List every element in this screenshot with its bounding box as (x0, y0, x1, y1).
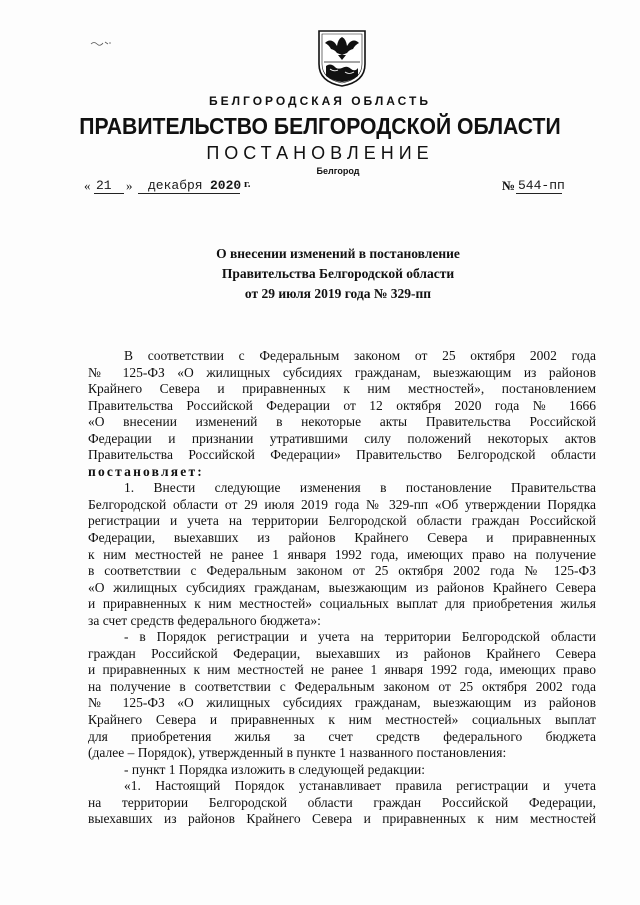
day-underline (94, 193, 124, 194)
body-line: выехавших из районов Крайнего Севера и приравненных к ним местностей (88, 811, 596, 827)
number-underline (516, 193, 562, 194)
document-number: 544-пп (518, 178, 565, 193)
body-line: и приравненных к ним местностей» социальных выплат для приобретения жилья (88, 596, 596, 612)
year-underline (208, 193, 240, 194)
body-line: 1. Внести следующие изменения в постановление Правительства (124, 480, 596, 496)
body-line: Федерации, выехавших из районов Крайнего Севера и приравненных (88, 530, 596, 546)
body-line: «О жилищных субсидиях гражданам, выезжающим из районов Крайнего Севера (88, 579, 596, 595)
body-line: Федерации и признании утратившими силу положений некоторых актов (88, 430, 596, 446)
body-line: Крайнего Севера и приравненных к ним местностей», постановлением (88, 381, 596, 397)
body-line: № 125-ФЗ «О жилищных субсидиях гражданам, выезжающим из районов (88, 364, 596, 380)
body-line: № 125-ФЗ «О жилищных субсидиях гражданам, выезжающим из районов (88, 695, 596, 711)
body-line: для приобретения жилья за счет средств федерального бюджета (88, 728, 596, 744)
subject-line-3: от 29 июля 2019 года № 329-пп (244, 286, 432, 301)
date-open-quote: « (84, 178, 91, 193)
body-line: - пункт 1 Порядка изложить в следующей редакции: (124, 761, 425, 777)
body-line: регистрации и учета на территории Белгородской области граждан Российской (88, 513, 596, 529)
document-body (88, 348, 596, 828)
number-sign: № (502, 178, 516, 193)
body-line: Крайнего Севера и приравненных к ним местностей» социальных выплат (88, 712, 596, 728)
year-suffix: г. (244, 178, 251, 190)
date-close-quote: » (126, 178, 133, 193)
body-line: на получение в соответствии с Федеральным законом от 25 октября 2002 года (88, 678, 596, 694)
government-title: ПРАВИТЕЛЬСТВО БЕЛГОРОДСКОЙ ОБЛАСТИ (79, 113, 561, 139)
subject-line-2: Правительства Белгородской области (221, 266, 455, 281)
subject-line-1: О внесении изменений в постановление (216, 246, 460, 261)
body-line: на территории Белгородской области граждан Российской Федерации, (88, 794, 596, 810)
body-line: Правительства Российской Федерации от 12 октября 2020 года № 1666 (88, 397, 596, 413)
document-subject (0, 244, 640, 304)
date-number-line (72, 176, 592, 198)
body-line: в соответствии с Федеральным законом от 25 октября 2002 года № 125-ФЗ (88, 563, 596, 579)
body-line: Правительства Российской Федерации» Правительство Белгородской области (88, 447, 596, 463)
date-day: 21 (96, 178, 112, 193)
city-name: Белгород (316, 166, 360, 176)
body-line: граждан Российской Федерации, выехавших из районов Крайнего Севера (88, 645, 596, 661)
body-line: (далее – Порядок), утвержденный в пункте 1 названного постановления: (88, 745, 507, 761)
body-line: за счет средств федерального бюджета»: (88, 612, 321, 628)
body-line: «1. Настоящий Порядок устанавливает правила регистрации и учета (124, 778, 596, 794)
body-line: «О внесении изменений в некоторые акты Правительства Российской (88, 414, 596, 430)
document-type: ПОСТАНОВЛЕНИЕ (206, 143, 434, 163)
body-line: Белгородской области от 29 июля 2019 года № 329-пп «Об утверждении Порядка (88, 496, 596, 512)
body-line: и приравненных к ним местностей не ранее 1 января 1992 года, имеющих право (88, 662, 596, 678)
body-line: В соответствии с Федеральным законом от 25 октября 2002 года (124, 348, 596, 363)
body-line: к ним местностей не ранее 1 января 1992 года, имеющих право на получение (88, 546, 596, 562)
body-line: - в Порядок регистрации и учета на территории Белгородской области (124, 629, 596, 645)
month-underline (138, 193, 210, 194)
body-line-decree: постановляет: (88, 463, 204, 479)
coat-of-arms-emblem (316, 28, 368, 88)
region-title: БЕЛГОРОДСКАЯ ОБЛАСТЬ (209, 94, 431, 108)
stray-mark (90, 38, 112, 48)
date-year: 2020 (210, 178, 242, 193)
date-month: декабря (148, 178, 203, 193)
